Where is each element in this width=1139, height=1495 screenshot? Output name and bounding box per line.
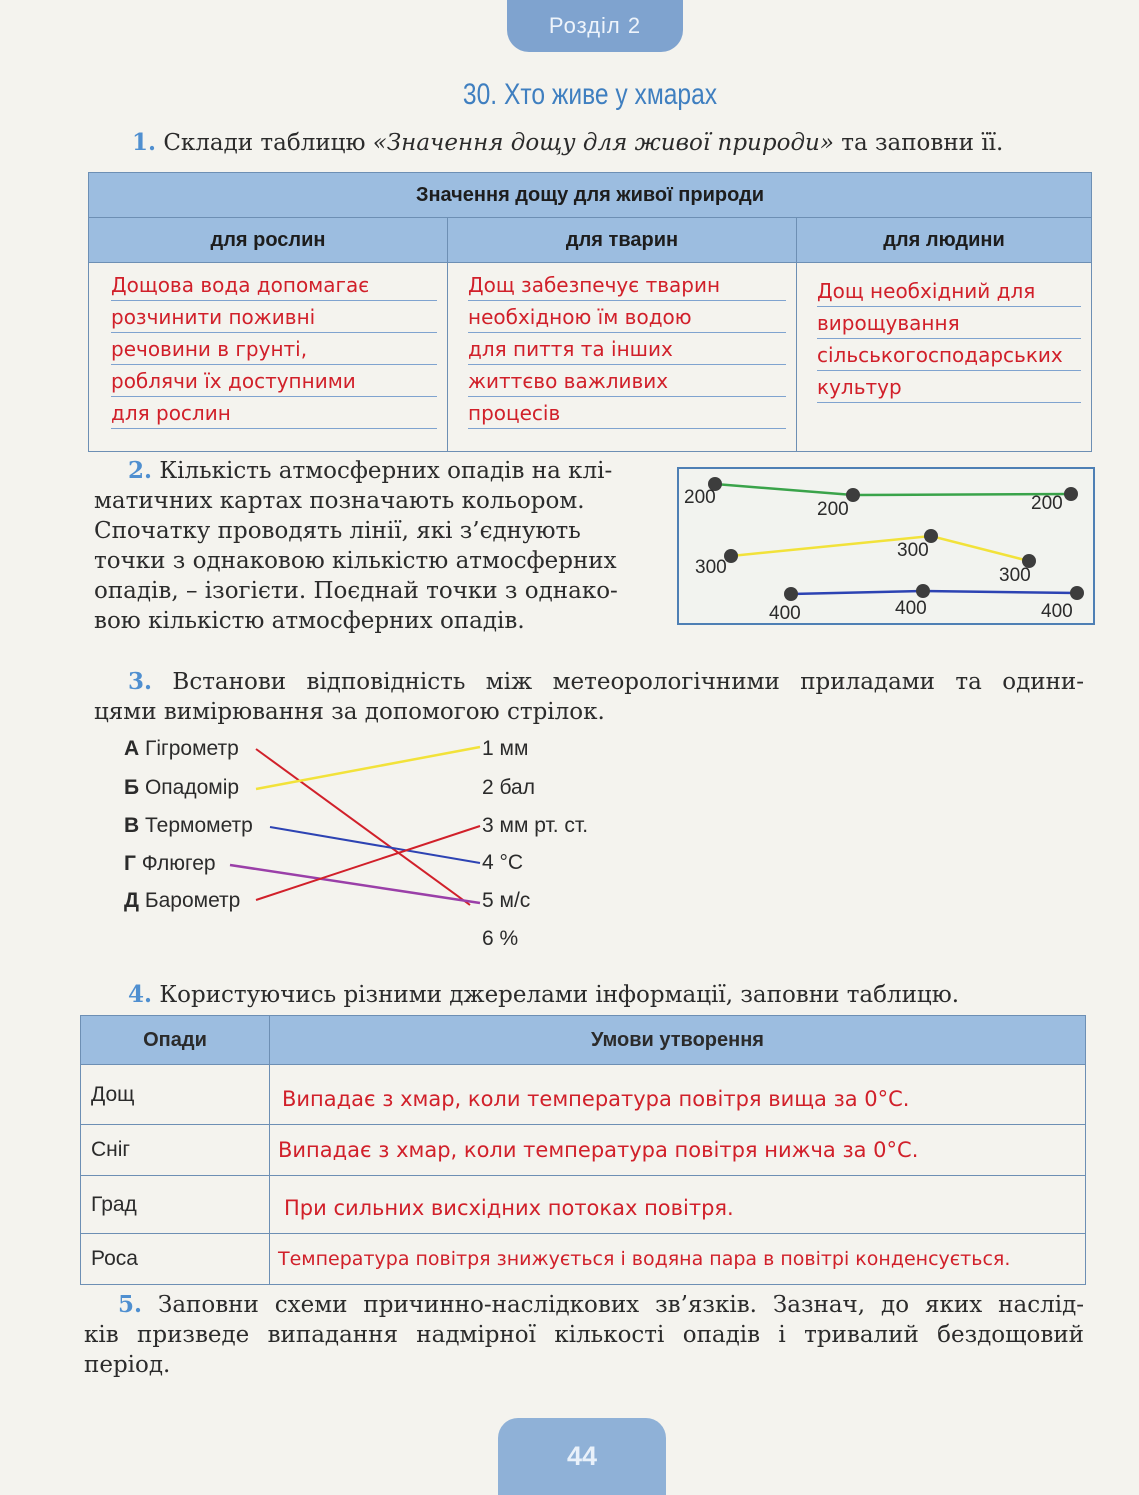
- instrument-d[interactable]: Г Флюгер: [124, 852, 216, 875]
- col-precipitation: Опади: [81, 1016, 270, 1065]
- table-row: Град При сильних висхідних потоках повітря.: [81, 1176, 1086, 1234]
- answer-dew[interactable]: Температура повітря знижується і водяна пара в повітрі конденсується.: [270, 1234, 1086, 1285]
- unit-2[interactable]: 2 бал: [482, 776, 535, 799]
- point-400: [784, 587, 798, 601]
- task3-text: 3. Встанови відповідність між метеорологічними приладами та одини- цями вимірювання за допомогою стрілок.: [94, 668, 1085, 725]
- task2-number: 2.: [128, 457, 153, 484]
- task5-text: 5. Заповни схеми причинно-наслідкових зв’язків. Зазнач, до яких наслід- ків призведе випадання надмірної кількості опадів і тривалий бездощовий період.: [84, 1291, 1084, 1378]
- isohyet-400: [791, 591, 1077, 594]
- unit-3[interactable]: 3 мм рт. ст.: [482, 814, 589, 837]
- section-tab: Розділ 2: [507, 0, 683, 52]
- isohyet-200: [715, 484, 1071, 495]
- table-title: Значення дощу для живої природи: [89, 173, 1092, 218]
- answer-plants[interactable]: Дощова вода допомагає розчинити поживні речовини в грунті, роблячи їх доступними для рослин: [89, 263, 448, 452]
- task1-number: 1.: [132, 129, 157, 156]
- point-label: 300: [695, 557, 727, 578]
- match-line-a: [256, 749, 470, 905]
- match-line-c: [270, 827, 480, 863]
- answer-humans[interactable]: Дощ необхідний для вирощування сільськогосподарських культур: [797, 263, 1092, 452]
- table-row: Дощ Випадає з хмар, коли температура повітря вища за 0°С.: [81, 1065, 1086, 1125]
- unit-5[interactable]: 5 м/с: [482, 889, 531, 912]
- unit-1[interactable]: 1 мм: [482, 737, 529, 760]
- unit-6[interactable]: 6 %: [482, 927, 519, 950]
- isohyet-300: [731, 536, 1029, 561]
- precipitation-table: [80, 1015, 1086, 1285]
- point-label: 200: [817, 499, 849, 520]
- point-label: 400: [1041, 601, 1073, 622]
- matching-exercise: [124, 735, 644, 955]
- answer-rain[interactable]: Випадає з хмар, коли температура повітря вища за 0°С.: [270, 1065, 1086, 1125]
- instrument-b[interactable]: Б Опадомір: [124, 776, 240, 799]
- point-label: 300: [897, 540, 929, 561]
- table-row: Сніг Випадає з хмар, коли температура повітря нижча за 0°С.: [81, 1125, 1086, 1176]
- isohyet-diagram: [677, 467, 1095, 625]
- point-label: 200: [1031, 493, 1063, 514]
- point-400: [1070, 586, 1084, 600]
- point-label: 400: [895, 598, 927, 619]
- rain-importance-table: [88, 172, 1092, 452]
- task5-number: 5.: [118, 1291, 143, 1318]
- unit-4[interactable]: 4 °С: [482, 851, 524, 874]
- task3-number: 3.: [128, 668, 153, 695]
- lesson-title: 30. Хто живе у хмарах: [462, 78, 718, 111]
- point-label: 300: [999, 565, 1031, 586]
- answer-snow[interactable]: Випадає з хмар, коли температура повітря нижча за 0°С.: [270, 1125, 1086, 1176]
- point-400: [916, 584, 930, 598]
- point-200: [1064, 487, 1078, 501]
- page-number: 44: [498, 1418, 666, 1495]
- col-plants: для рослин: [89, 218, 448, 263]
- answer-animals[interactable]: Дощ забезпечує тварин необхідною їм водою для пиття та інших життєво важливих процесів: [448, 263, 797, 452]
- task4-number: 4.: [128, 981, 153, 1008]
- point-label: 400: [769, 603, 801, 623]
- instrument-e[interactable]: Д Барометр: [124, 889, 241, 912]
- col-animals: для тварин: [448, 218, 797, 263]
- instrument-c[interactable]: В Термометр: [124, 814, 253, 837]
- instrument-a[interactable]: А Гігрометр: [124, 737, 239, 760]
- task2-text: 2. Кількість атмосферних опадів на клі- матичних картах позначають кольором. Спочатку проводять лінії, які з’єднують точки з однаковою кількістю атмосферних опадів, – ізогієти. Поєднай точки з однако- вою кількістю атмосферних опадів.: [94, 457, 618, 634]
- task4-prompt: 4. Користуючись різними джерелами інформації, заповни таблицю.: [128, 981, 960, 1008]
- match-line-b: [256, 747, 480, 789]
- answer-hail[interactable]: При сильних висхідних потоках повітря.: [270, 1176, 1086, 1234]
- col-conditions: Умови утворення: [270, 1016, 1086, 1065]
- col-humans: для людини: [797, 218, 1092, 263]
- point-label: 200: [684, 487, 716, 508]
- task1-prompt: 1. Склади таблицю «Значення дощу для живої природи» та заповни її.: [132, 129, 1004, 156]
- table-row: Роса Температура повітря знижується і водяна пара в повітрі конденсується.: [81, 1234, 1086, 1285]
